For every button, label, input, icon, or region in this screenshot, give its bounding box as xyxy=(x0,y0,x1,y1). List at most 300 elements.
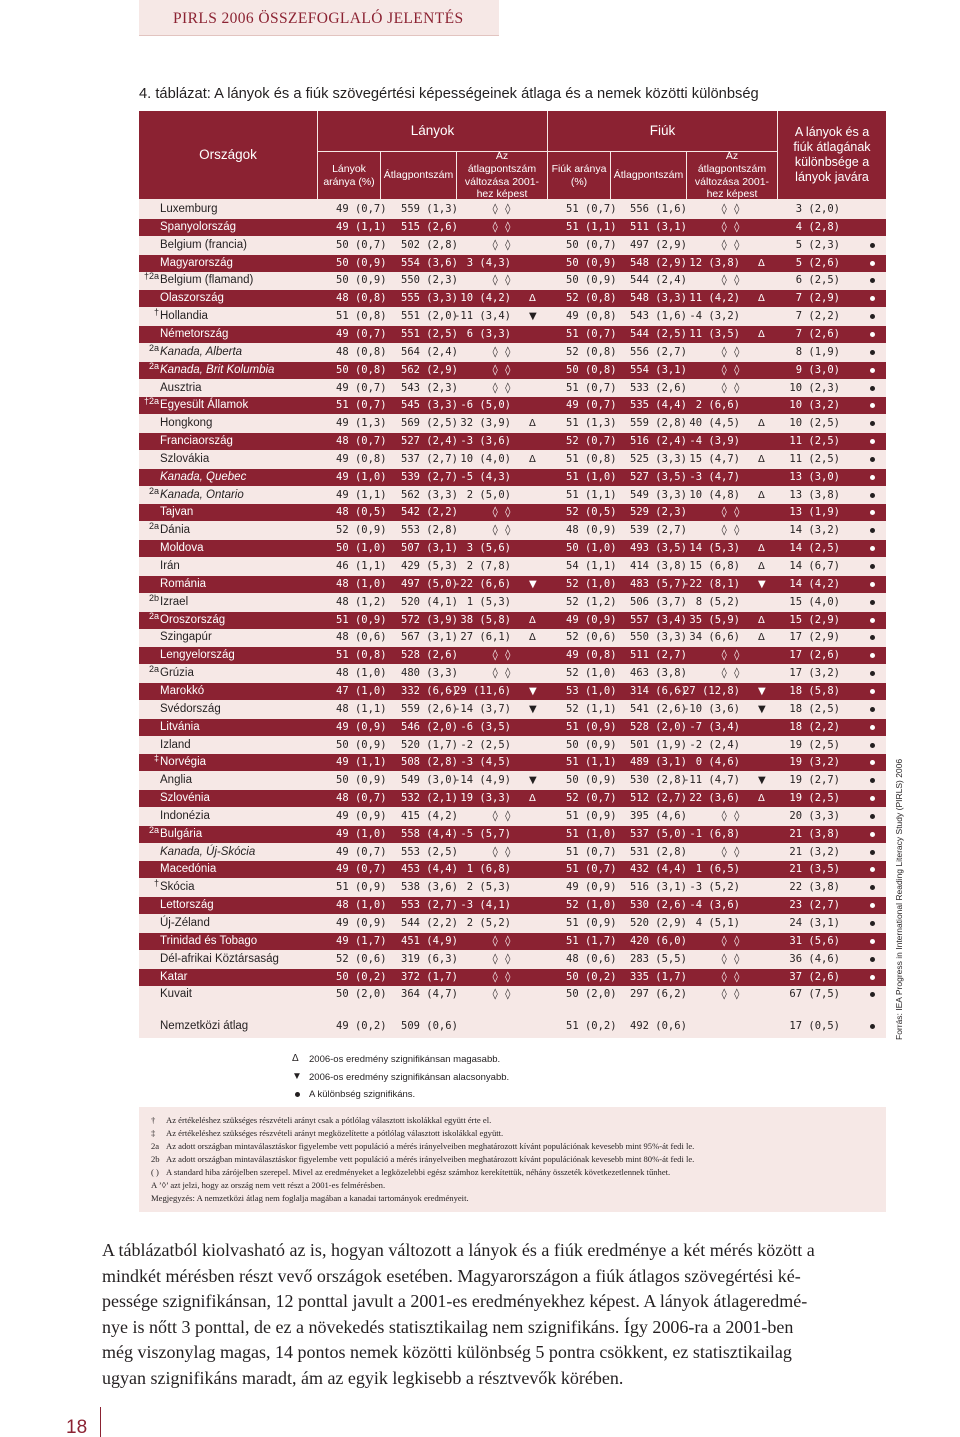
difference: 36 (4,6) xyxy=(789,953,840,965)
boys-change: ◊ ◊ xyxy=(721,667,740,679)
girls-change: -14 (3,7) xyxy=(454,703,511,715)
boys-change: -11 (4,7) xyxy=(683,774,740,786)
girls-change: -3 (4,5) xyxy=(460,756,511,768)
country-name: Dánia xyxy=(160,524,191,536)
boys-share: 51 (0,9) xyxy=(566,721,617,733)
boys-share: 50 (0,9) xyxy=(566,739,617,751)
country-name: Tajvan xyxy=(160,506,194,518)
girls-share: 49 (0,7) xyxy=(336,328,387,340)
table-row xyxy=(139,469,886,486)
difference: 21 (3,2) xyxy=(789,846,840,858)
girls-share: 48 (1,0) xyxy=(336,667,387,679)
boys-average: 420 (6,0) xyxy=(630,935,687,947)
boys-average: 489 (3,1) xyxy=(630,756,687,768)
boys-average: 549 (3,3) xyxy=(630,489,687,501)
girls-share: 46 (1,1) xyxy=(336,560,387,572)
boys-average: 463 (3,8) xyxy=(630,667,687,679)
table-row xyxy=(139,861,886,878)
girls-share: 48 (0,7) xyxy=(336,792,387,804)
girls-change-symbol: Δ xyxy=(529,293,536,304)
girls-share: 51 (0,8) xyxy=(336,649,387,661)
boys-change: 4 (5,1) xyxy=(695,917,740,929)
girls-share: 49 (0,2) xyxy=(336,1020,387,1032)
girls-average: 502 (2,8) xyxy=(401,239,458,251)
girls-average: 319 (6,3) xyxy=(401,953,458,965)
footnote-text: Megjegyzés: A nemzetközi átlag nem foglalja magában a kanadai tartományok eredményeit. xyxy=(151,1193,469,1203)
girls-share: 50 (0,2) xyxy=(336,971,387,983)
table-row xyxy=(139,879,886,896)
girls-change-symbol: Δ xyxy=(529,793,536,804)
table-row xyxy=(139,487,886,504)
girls-change: 1 (5,3) xyxy=(466,596,511,608)
boys-share: 50 (2,0) xyxy=(566,988,617,1000)
boys-average: 544 (2,4) xyxy=(630,274,687,286)
boys-change: ◊ ◊ xyxy=(721,203,740,215)
significance-dot-icon xyxy=(870,600,875,605)
footnote-mark: 2b xyxy=(151,1154,160,1164)
girls-share: 48 (0,7) xyxy=(336,435,387,447)
difference: 14 (4,2) xyxy=(789,578,840,590)
row-note: † xyxy=(153,878,159,888)
country-name: Szlovákia xyxy=(160,453,210,465)
girls-change: ◊ ◊ xyxy=(492,346,511,358)
girls-change: ◊ ◊ xyxy=(492,239,511,251)
boys-change: -22 (8,1) xyxy=(683,578,740,590)
girls-change: 2 (5,0) xyxy=(466,489,511,501)
table-row xyxy=(139,915,886,932)
table-row xyxy=(139,986,886,1003)
girls-share: 48 (1,0) xyxy=(336,899,387,911)
girls-change: 27 (6,1) xyxy=(460,631,511,643)
country-name: Belgium (flamand) xyxy=(160,274,254,286)
table-row xyxy=(139,540,886,557)
significance-dot-icon xyxy=(870,350,875,355)
difference: 13 (1,9) xyxy=(789,506,840,518)
significance-dot-icon xyxy=(870,635,875,640)
country-name: Új-Zéland xyxy=(160,917,210,929)
girls-average: 549 (3,0) xyxy=(401,774,458,786)
page-number: 18 xyxy=(66,1417,88,1437)
girls-average: 562 (3,3) xyxy=(401,489,458,501)
significance-dot-icon xyxy=(870,261,875,266)
country-name: Magyarország xyxy=(160,257,233,269)
girls-average: 564 (2,4) xyxy=(401,346,458,358)
table-row xyxy=(139,219,886,236)
girls-average: 537 (2,7) xyxy=(401,453,458,465)
boys-share: 50 (0,7) xyxy=(566,239,617,251)
boys-average: 539 (2,7) xyxy=(630,524,687,536)
country-name: Izrael xyxy=(160,596,189,608)
girls-average: 553 (2,7) xyxy=(401,899,458,911)
boys-change: 11 (4,2) xyxy=(689,292,740,304)
table-row xyxy=(139,969,886,986)
girls-average: 527 (2,4) xyxy=(401,435,458,447)
girls-change: 3 (4,3) xyxy=(466,257,511,269)
girls-average: 364 (4,7) xyxy=(401,988,458,1000)
footnote-text: A standard hiba zárójelben szerepel. Mivel az eredményeket a legközelebbi egész számhoz kerekítettük, néhány összeték következetlennek tűnhet. xyxy=(166,1167,671,1177)
boys-change-symbol: Δ xyxy=(758,258,765,269)
header-boys-share: Fiúk aránya (%) xyxy=(548,152,610,199)
table-row xyxy=(139,790,886,807)
girls-change: ◊ ◊ xyxy=(492,953,511,965)
country-name: Szingapúr xyxy=(160,631,212,643)
girls-change: ◊ ◊ xyxy=(492,221,511,233)
girls-change: 6 (3,3) xyxy=(466,328,511,340)
girls-share: 48 (1,2) xyxy=(336,596,387,608)
difference: 37 (2,6) xyxy=(789,971,840,983)
country-name: Kanada, Új-Skócia xyxy=(160,846,256,858)
girls-average: 562 (2,9) xyxy=(401,364,458,376)
girls-average: 429 (5,3) xyxy=(401,560,458,572)
girls-share: 51 (0,9) xyxy=(336,881,387,893)
girls-share: 49 (1,1) xyxy=(336,489,387,501)
country-name: Olaszország xyxy=(160,292,224,304)
boys-average: 492 (0,6) xyxy=(630,1020,687,1032)
difference: 14 (6,7) xyxy=(789,560,840,572)
girls-average: 415 (4,2) xyxy=(401,810,458,822)
difference: 5 (2,3) xyxy=(795,239,840,251)
boys-change: ◊ ◊ xyxy=(721,649,740,661)
boys-change: 12 (3,8) xyxy=(689,257,740,269)
table-row xyxy=(139,701,886,718)
country-name: Lettország xyxy=(160,899,214,911)
girls-share: 49 (0,7) xyxy=(336,203,387,215)
girls-change-symbol: Δ xyxy=(529,454,536,465)
boys-share: 49 (0,8) xyxy=(566,649,617,661)
boys-share: 51 (1,1) xyxy=(566,221,617,233)
boys-average: 531 (2,8) xyxy=(630,846,687,858)
difference: 10 (2,5) xyxy=(789,417,840,429)
country-name: Svédország xyxy=(160,703,221,715)
difference: 4 (2,8) xyxy=(795,221,840,233)
significance-dot-icon xyxy=(870,243,875,248)
boys-share: 48 (0,9) xyxy=(566,524,617,536)
girls-change: 2 (5,2) xyxy=(466,917,511,929)
difference: 15 (4,0) xyxy=(789,596,840,608)
boys-change: ◊ ◊ xyxy=(721,346,740,358)
girls-average: 543 (2,3) xyxy=(401,382,458,394)
girls-change: 32 (3,9) xyxy=(460,417,511,429)
boys-share: 51 (0,7) xyxy=(566,382,617,394)
row-note: †2a xyxy=(143,271,159,281)
significance-dot-icon xyxy=(870,975,875,980)
difference: 19 (2,5) xyxy=(789,739,840,751)
boys-share: 49 (0,9) xyxy=(566,614,617,626)
girls-change-symbol: ▼ xyxy=(529,775,537,786)
difference: 21 (3,5) xyxy=(789,863,840,875)
girls-share: 49 (0,9) xyxy=(336,810,387,822)
difference: 20 (3,3) xyxy=(789,810,840,822)
significance-dot-icon xyxy=(870,296,875,301)
boys-change-symbol: ▼ xyxy=(758,579,766,590)
girls-change: -2 (2,5) xyxy=(460,739,511,751)
girls-share: 49 (1,0) xyxy=(336,471,387,483)
boys-change-symbol: Δ xyxy=(758,615,765,626)
difference: 17 (2,6) xyxy=(789,649,840,661)
significance-dot-icon xyxy=(870,671,875,676)
footnote xyxy=(151,1180,385,1190)
significance-dot-icon xyxy=(870,386,875,391)
country-name: Nemzetközi átlag xyxy=(160,1020,249,1032)
boys-average: 511 (3,1) xyxy=(630,221,687,233)
boys-change: ◊ ◊ xyxy=(721,221,740,233)
difference: 17 (0,5) xyxy=(789,1020,840,1032)
significance-dot-icon xyxy=(870,618,875,623)
significance-dot-icon xyxy=(870,582,875,587)
table-row xyxy=(139,665,886,682)
girls-change-symbol: ▼ xyxy=(529,686,537,697)
table-row xyxy=(139,683,886,700)
girls-share: 50 (1,0) xyxy=(336,542,387,554)
table-row xyxy=(139,380,886,397)
table-row xyxy=(139,272,886,289)
country-name: Skócia xyxy=(160,881,195,893)
boys-average: 544 (2,5) xyxy=(630,328,687,340)
boys-share: 52 (0,6) xyxy=(566,631,617,643)
header-boys: Fiúk xyxy=(548,111,777,151)
country-name: Moldova xyxy=(160,542,204,554)
country-name: Németország xyxy=(160,328,229,340)
girls-share: 49 (1,1) xyxy=(336,756,387,768)
boys-change: ◊ ◊ xyxy=(721,988,740,1000)
difference: 21 (3,8) xyxy=(789,828,840,840)
boys-change: ◊ ◊ xyxy=(721,239,740,251)
girls-share: 49 (0,9) xyxy=(336,917,387,929)
header-girls-average: Átlagpontszám xyxy=(381,152,456,199)
girls-change: ◊ ◊ xyxy=(492,649,511,661)
country-name: Hongkong xyxy=(160,417,213,429)
boys-change: 15 (6,8) xyxy=(689,560,740,572)
boys-change: -4 (3,6) xyxy=(689,899,740,911)
boys-average: 501 (1,9) xyxy=(630,739,687,751)
country-name: Trinidad és Tobago xyxy=(160,935,258,947)
girls-change: -6 (5,0) xyxy=(460,399,511,411)
difference: 11 (2,5) xyxy=(789,453,840,465)
girls-change: -3 (4,1) xyxy=(460,899,511,911)
girls-average: 515 (2,6) xyxy=(401,221,458,233)
table-row xyxy=(139,844,886,861)
country-name: Belgium (francia) xyxy=(160,239,247,251)
country-name: Irán xyxy=(160,560,180,572)
girls-average: 546 (2,0) xyxy=(401,721,458,733)
difference: 18 (2,2) xyxy=(789,721,840,733)
country-name: Norvégia xyxy=(160,756,207,768)
girls-change: -29 (11,6) xyxy=(447,685,511,697)
boys-change: 11 (3,5) xyxy=(689,328,740,340)
table-row xyxy=(139,326,886,343)
girls-share: 48 (0,6) xyxy=(336,631,387,643)
girls-change-symbol: Δ xyxy=(529,632,536,643)
girls-average: 551 (2,0) xyxy=(401,310,458,322)
girls-share: 48 (0,5) xyxy=(336,506,387,518)
boys-change-symbol: ▼ xyxy=(758,704,766,715)
boys-share: 52 (0,8) xyxy=(566,346,617,358)
table-row xyxy=(139,897,886,914)
header-girls-change: Az átlagpontszám változása 2001-hez képest xyxy=(457,152,547,199)
boys-share: 51 (1,3) xyxy=(566,417,617,429)
girls-average: 567 (3,1) xyxy=(401,631,458,643)
table-row xyxy=(139,308,886,325)
significance-dot-icon xyxy=(870,457,875,462)
significance-dot-icon xyxy=(870,921,875,926)
footnote-text: A ’◊’ azt jelzi, hogy az ország nem vett részt a 2001-es felmérésben. xyxy=(151,1180,386,1190)
difference: 19 (3,2) xyxy=(789,756,840,768)
footnotes-box xyxy=(139,1107,886,1212)
difference: 10 (2,3) xyxy=(789,382,840,394)
boys-share: 51 (0,9) xyxy=(566,917,617,929)
significance-dot-icon xyxy=(870,1024,875,1029)
country-name: Oroszország xyxy=(160,614,226,626)
dot-icon xyxy=(295,1092,300,1097)
body-line: még viszonylag magas, 14 pontos nemek közötti különbség 5 pontra csökkent, ez statisztikailag xyxy=(102,1342,792,1362)
girls-average: 572 (3,9) xyxy=(401,614,458,626)
girls-change: -5 (5,7) xyxy=(460,828,511,840)
country-name: Dél-afrikai Köztársaság xyxy=(160,953,279,965)
significance-dot-icon xyxy=(870,314,875,319)
girls-change: -11 (3,4) xyxy=(454,310,511,322)
table-row xyxy=(139,754,886,771)
boys-change: ◊ ◊ xyxy=(721,846,740,858)
girls-change: 10 (4,0) xyxy=(460,453,511,465)
country-name: Anglia xyxy=(160,774,192,786)
source-text: Forrás: IEA Progress in International Reading Literacy Study (PIRLS) 2006 xyxy=(894,758,904,1040)
boys-change: -1 (6,8) xyxy=(689,828,740,840)
girls-average: 555 (3,3) xyxy=(401,292,458,304)
boys-average: 506 (3,7) xyxy=(630,596,687,608)
girls-share: 48 (1,0) xyxy=(336,578,387,590)
header-boys-change: Az átlagpontszám változása 2001-hez képest xyxy=(687,152,777,199)
girls-change: -6 (3,5) xyxy=(460,721,511,733)
difference: 6 (2,5) xyxy=(795,274,840,286)
table-row xyxy=(139,612,886,629)
boys-share: 51 (1,1) xyxy=(566,756,617,768)
table-row xyxy=(139,255,886,272)
table-row xyxy=(139,951,886,968)
difference: 8 (1,9) xyxy=(795,346,840,358)
girls-average: 507 (3,1) xyxy=(401,542,458,554)
body-line: mindkét mérésben részt vevő országok esetében. Magyarországon a fiúk átlagos szövegértési ké- xyxy=(102,1265,801,1286)
significance-dot-icon xyxy=(870,760,875,765)
boys-share: 52 (1,0) xyxy=(566,578,617,590)
boys-change: 14 (5,3) xyxy=(689,542,740,554)
significance-dot-icon xyxy=(870,743,875,748)
significance-dot-icon xyxy=(870,850,875,855)
footnote-mark: ( ) xyxy=(151,1167,159,1177)
girls-change: ◊ ◊ xyxy=(492,971,511,983)
boys-change: ◊ ◊ xyxy=(721,935,740,947)
significance-dot-icon xyxy=(870,528,875,533)
boys-change: 35 (5,9) xyxy=(689,614,740,626)
boys-share: 50 (0,2) xyxy=(566,971,617,983)
boys-average: 512 (2,7) xyxy=(630,792,687,804)
boys-change-symbol: Δ xyxy=(758,293,765,304)
table-row xyxy=(139,629,886,646)
girls-change: ◊ ◊ xyxy=(492,524,511,536)
boys-change-symbol: Δ xyxy=(758,632,765,643)
significance-dot-icon xyxy=(870,439,875,444)
boys-average: 335 (1,7) xyxy=(630,971,687,983)
significance-dot-icon xyxy=(870,332,875,337)
significance-dot-icon xyxy=(870,725,875,730)
body-paragraph xyxy=(102,1238,960,1391)
difference: 9 (3,0) xyxy=(795,364,840,376)
girls-change: -14 (4,9) xyxy=(454,774,511,786)
country-name: Kanada, Ontario xyxy=(160,489,244,501)
girls-change: 19 (3,3) xyxy=(460,792,511,804)
girls-average: 559 (2,6) xyxy=(401,703,458,715)
down-triangle-icon: ▼ xyxy=(292,1071,302,1082)
girls-change-symbol: ▼ xyxy=(529,704,537,715)
row-note: †2a xyxy=(143,396,159,406)
significance-dot-icon xyxy=(870,885,875,890)
girls-share: 52 (0,6) xyxy=(336,953,387,965)
boys-change-symbol: Δ xyxy=(758,454,765,465)
boys-share: 50 (1,0) xyxy=(566,542,617,554)
footnote xyxy=(151,1193,469,1203)
table-row xyxy=(139,451,886,468)
difference: 5 (2,6) xyxy=(795,257,840,269)
difference: 13 (3,0) xyxy=(789,471,840,483)
girls-average: 569 (2,5) xyxy=(401,417,458,429)
boys-change: -3 (4,7) xyxy=(689,471,740,483)
girls-average: 544 (2,2) xyxy=(401,917,458,929)
difference: 11 (2,5) xyxy=(789,435,840,447)
boys-average: 516 (3,1) xyxy=(630,881,687,893)
significance-dot-icon xyxy=(870,653,875,658)
girls-share: 50 (0,9) xyxy=(336,257,387,269)
boys-change: 0 (4,6) xyxy=(695,756,740,768)
boys-share: 51 (0,9) xyxy=(566,810,617,822)
boys-share: 50 (0,9) xyxy=(566,257,617,269)
boys-average: 543 (1,6) xyxy=(630,310,687,322)
boys-share: 52 (0,7) xyxy=(566,435,617,447)
boys-share: 53 (1,0) xyxy=(566,685,617,697)
significance-dot-icon xyxy=(870,814,875,819)
significance-dot-icon xyxy=(870,368,875,373)
significance-dot-icon xyxy=(870,421,875,426)
girls-share: 49 (1,0) xyxy=(336,828,387,840)
girls-change-symbol: Δ xyxy=(529,615,536,626)
footnote-text: Az értékeléshez szükséges részvételi arányt csak a pótlólag választott iskolákkal együtt érte el. xyxy=(166,1115,492,1125)
boys-change: 2 (6,6) xyxy=(695,399,740,411)
boys-share: 52 (1,0) xyxy=(566,899,617,911)
girls-average: 550 (2,3) xyxy=(401,274,458,286)
girls-change: ◊ ◊ xyxy=(492,203,511,215)
girls-average: 528 (2,6) xyxy=(401,649,458,661)
country-name: Bulgária xyxy=(160,828,203,840)
significance-dot-icon xyxy=(870,957,875,962)
boys-average: 511 (2,7) xyxy=(630,649,687,661)
country-name: Grúzia xyxy=(160,667,194,679)
significance-dot-icon xyxy=(870,475,875,480)
country-name: Marokkó xyxy=(160,685,205,697)
significance-dot-icon xyxy=(870,778,875,783)
girls-change: 2 (5,3) xyxy=(466,881,511,893)
girls-change: ◊ ◊ xyxy=(492,846,511,858)
boys-change: -4 (3,9) xyxy=(689,435,740,447)
girls-share: 48 (0,8) xyxy=(336,292,387,304)
difference: 17 (2,9) xyxy=(789,631,840,643)
country-name: Katar xyxy=(160,971,188,983)
boys-change: ◊ ◊ xyxy=(721,506,740,518)
girls-share: 49 (1,7) xyxy=(336,935,387,947)
girls-average: 520 (1,7) xyxy=(401,739,458,751)
table-row xyxy=(139,826,886,843)
girls-average: 509 (0,6) xyxy=(401,1020,458,1032)
girls-share: 50 (0,7) xyxy=(336,239,387,251)
boys-change: -4 (3,2) xyxy=(689,310,740,322)
girls-change: ◊ ◊ xyxy=(492,274,511,286)
